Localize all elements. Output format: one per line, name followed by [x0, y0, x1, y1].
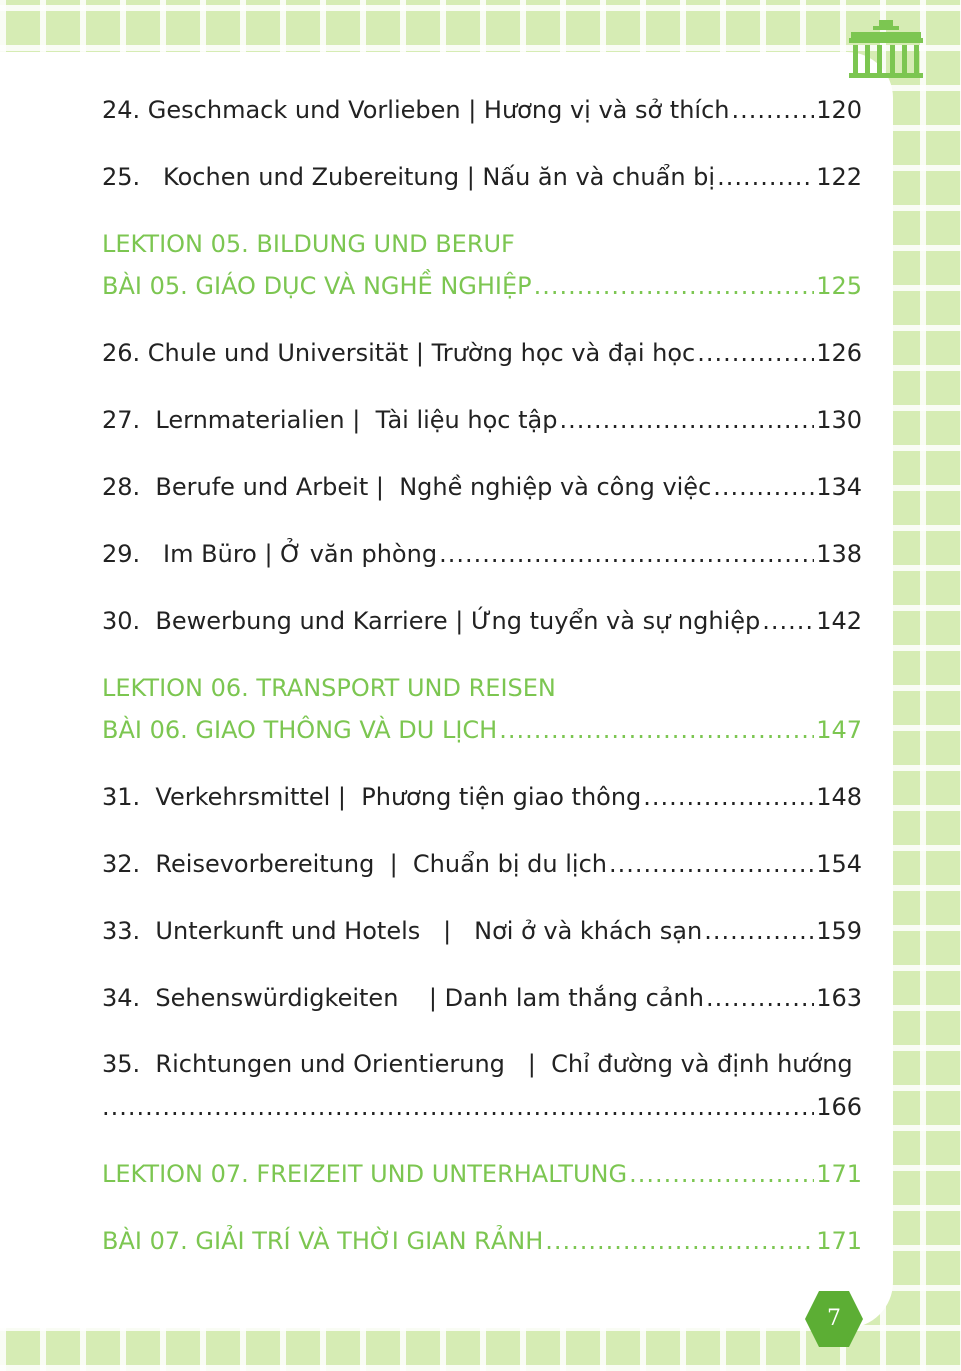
entry-page: 147 [816, 716, 862, 744]
entry-title: BÀI 05. GIÁO DỤC VÀ NGHỀ NGHIỆP [102, 272, 532, 300]
entry-page: 166 [816, 1093, 862, 1121]
entry-title: LEKTION 07. FREIZEIT UND UNTERHALTUNG [102, 1160, 628, 1188]
toc-entry-29[interactable] [102, 539, 862, 569]
section-heading-lektion-05: LEKTION 05. BILDUNG UND BERUF [102, 230, 515, 258]
dot-leader [732, 95, 815, 125]
dot-leader [534, 271, 815, 301]
entry-title: 29. Im Büro | Ở văn phòng [102, 540, 438, 568]
entry-page: 171 [816, 1160, 862, 1188]
dot-leader [704, 916, 814, 946]
dot-leader [717, 162, 814, 192]
toc-entry-lektion-07[interactable] [102, 1159, 862, 1189]
entry-title: BÀI 06. GIAO THÔNG VÀ DU LỊCH [102, 716, 498, 744]
entry-title: 27. Lernmaterialien | Tài liệu học tập [102, 406, 558, 434]
page-number: 7 [827, 1306, 841, 1331]
dot-leader [762, 606, 814, 636]
toc-entry-35[interactable] [102, 1092, 862, 1122]
dot-leader [559, 405, 814, 435]
dot-leader [102, 1092, 814, 1122]
entry-page: 171 [816, 1227, 862, 1255]
dot-leader [713, 472, 814, 502]
dot-leader [706, 983, 814, 1013]
entry-page: 142 [816, 607, 862, 635]
toc-entry-27[interactable] [102, 405, 862, 435]
entry-title: 26. Chule und Universität | Trường học và đại học [102, 339, 696, 367]
toc-entry-32[interactable] [102, 849, 862, 879]
entry-page: 159 [816, 917, 862, 945]
toc-entry-30[interactable] [102, 606, 862, 636]
toc-entry-bai-06[interactable] [102, 715, 862, 745]
toc-entry-25[interactable] [102, 162, 862, 192]
entry-page: 125 [816, 272, 862, 300]
entry-title: 33. Unterkunft und Hotels | Nơi ở và khách sạn [102, 917, 703, 945]
entry-page: 120 [816, 96, 862, 124]
toc-entry-26[interactable] [102, 338, 862, 368]
entry-title: 24. Geschmack und Vorlieben | Hương vị và sở thích [102, 96, 730, 124]
page-number-badge [804, 1290, 864, 1348]
toc-entry-bai-07[interactable] [102, 1226, 862, 1256]
entry-title: 30. Bewerbung und Karriere | Ứng tuyển và sự nghiệp [102, 607, 761, 635]
brandenburg-gate-icon [849, 20, 923, 78]
entry-page: 126 [816, 339, 862, 367]
toc-entry-31[interactable] [102, 782, 862, 812]
dot-leader [609, 849, 814, 879]
toc-entry-24[interactable] [102, 95, 862, 125]
entry-title: 34. Sehenswürdigkeiten | Danh lam thắng cảnh [102, 984, 704, 1012]
entry-page: 163 [816, 984, 862, 1012]
dot-leader [697, 338, 814, 368]
entry-page: 148 [816, 783, 862, 811]
dot-leader [499, 715, 814, 745]
toc-entry-33[interactable] [102, 916, 862, 946]
entry-title: 25. Kochen und Zubereitung | Nấu ăn và chuẩn bị [102, 163, 716, 191]
section-heading-lektion-06: LEKTION 06. TRANSPORT UND REISEN [102, 674, 556, 702]
entry-page: 130 [816, 406, 862, 434]
toc-entry-28[interactable] [102, 472, 862, 502]
toc-entry-34[interactable] [102, 983, 862, 1013]
toc-entry-bai-05[interactable] [102, 271, 862, 301]
dot-leader [545, 1226, 814, 1256]
dot-leader [629, 1159, 814, 1189]
dot-leader [439, 539, 814, 569]
entry-title: BÀI 07. GIẢI TRÍ VÀ THỜI GIAN RẢNH [102, 1227, 544, 1255]
entry-page: 138 [816, 540, 862, 568]
entry-page: 134 [816, 473, 862, 501]
toc-entry-35-title[interactable]: 35. Richtungen und Orientierung | Chỉ đường và định hướng [102, 1050, 853, 1078]
entry-page: 122 [816, 163, 862, 191]
entry-title: 32. Reisevorbereitung | Chuẩn bị du lịch [102, 850, 607, 878]
dot-leader [643, 782, 814, 812]
entry-title: 31. Verkehrsmittel | Phương tiện giao thông [102, 783, 642, 811]
entry-page: 154 [816, 850, 862, 878]
entry-title: 28. Berufe und Arbeit | Nghề nghiệp và công việc [102, 473, 712, 501]
